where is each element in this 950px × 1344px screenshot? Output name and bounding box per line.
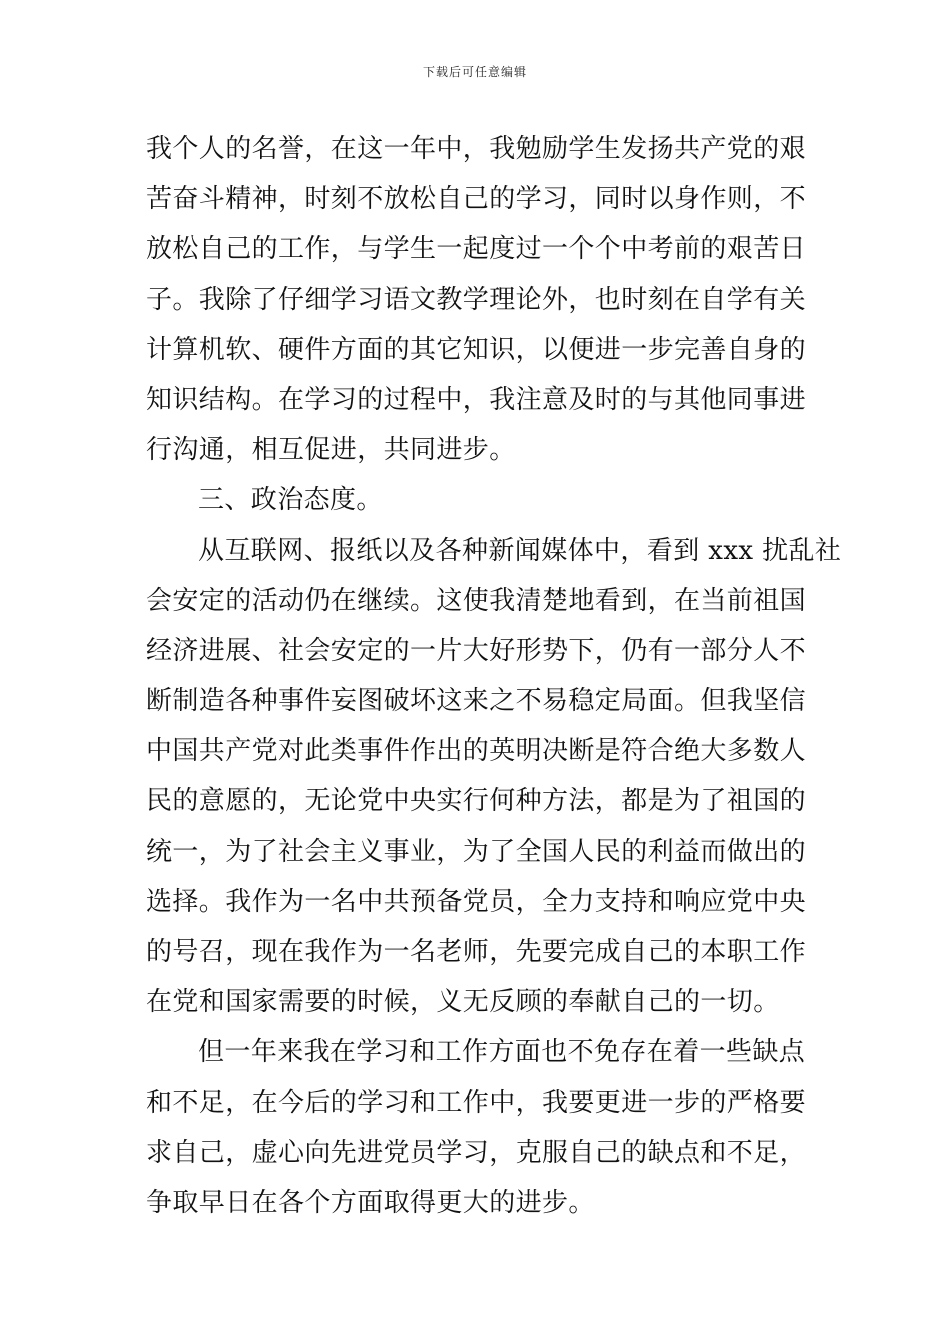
page-header: 下载后可任意编辑 <box>422 65 527 79</box>
text-line: 子。我除了仔细学习语文教学理论外，也时刻在自学有关 <box>146 284 807 315</box>
section-heading: 三、政治态度。 <box>198 485 383 516</box>
text-line: 统一，为了社会主义事业，为了全国人民的利益而做出的 <box>146 836 807 867</box>
text-line: 断制造各种事件妄图破坏这来之不易稳定局面。但我坚信 <box>146 686 807 717</box>
text-line: 经济进展、社会安定的一片大好形势下，仍有一部分人不 <box>146 635 807 666</box>
text-line: 放松自己的工作，与学生一起度过一个个中考前的艰苦日 <box>146 234 807 265</box>
text-line: 求自己，虚心向先进党员学习，克服自己的缺点和不足， <box>146 1137 807 1168</box>
text-line: 选择。我作为一名中共预备党员，全力支持和响应党中央 <box>146 886 807 917</box>
text-line: 中国共产党对此类事件作出的英明决断是符合绝大多数人 <box>146 736 807 767</box>
text-line: 苦奋斗精神，时刻不放松自己的学习，同时以身作则，不 <box>146 184 807 215</box>
text-line: 民的意愿的，无论党中央实行何种方法，都是为了祖国的 <box>146 786 807 817</box>
text-line: 和不足，在今后的学习和工作中，我要更进一步的严格要 <box>146 1087 807 1118</box>
text-line: 但一年来我在学习和工作方面也不免存在着一些缺点 <box>198 1037 806 1068</box>
text-line: 的号召，现在我作为一名老师，先要完成自己的本职工作 <box>146 937 807 967</box>
text-line: 会安定的活动仍在继续。这使我清楚地看到，在当前祖国 <box>146 585 807 616</box>
text-line: 从互联网、报纸以及各种新闻媒体中，看到 xxx 扰乱社 <box>198 535 842 566</box>
text-line: 在党和国家需要的时候，义无反顾的奉献自己的一切。 <box>146 987 780 1018</box>
text-line: 计算机软、硬件方面的其它知识，以便进一步完善自身的 <box>146 334 807 365</box>
text-line: 行沟通，相互促进，共同进步。 <box>146 435 516 466</box>
document-body <box>146 124 842 1228</box>
text-line: 争取早日在各个方面取得更大的进步。 <box>146 1187 595 1218</box>
text-line: 知识结构。在学习的过程中，我注意及时的与其他同事进 <box>146 384 807 415</box>
text-line: 我个人的名誉，在这一年中，我勉励学生发扬共产党的艰 <box>146 134 807 164</box>
